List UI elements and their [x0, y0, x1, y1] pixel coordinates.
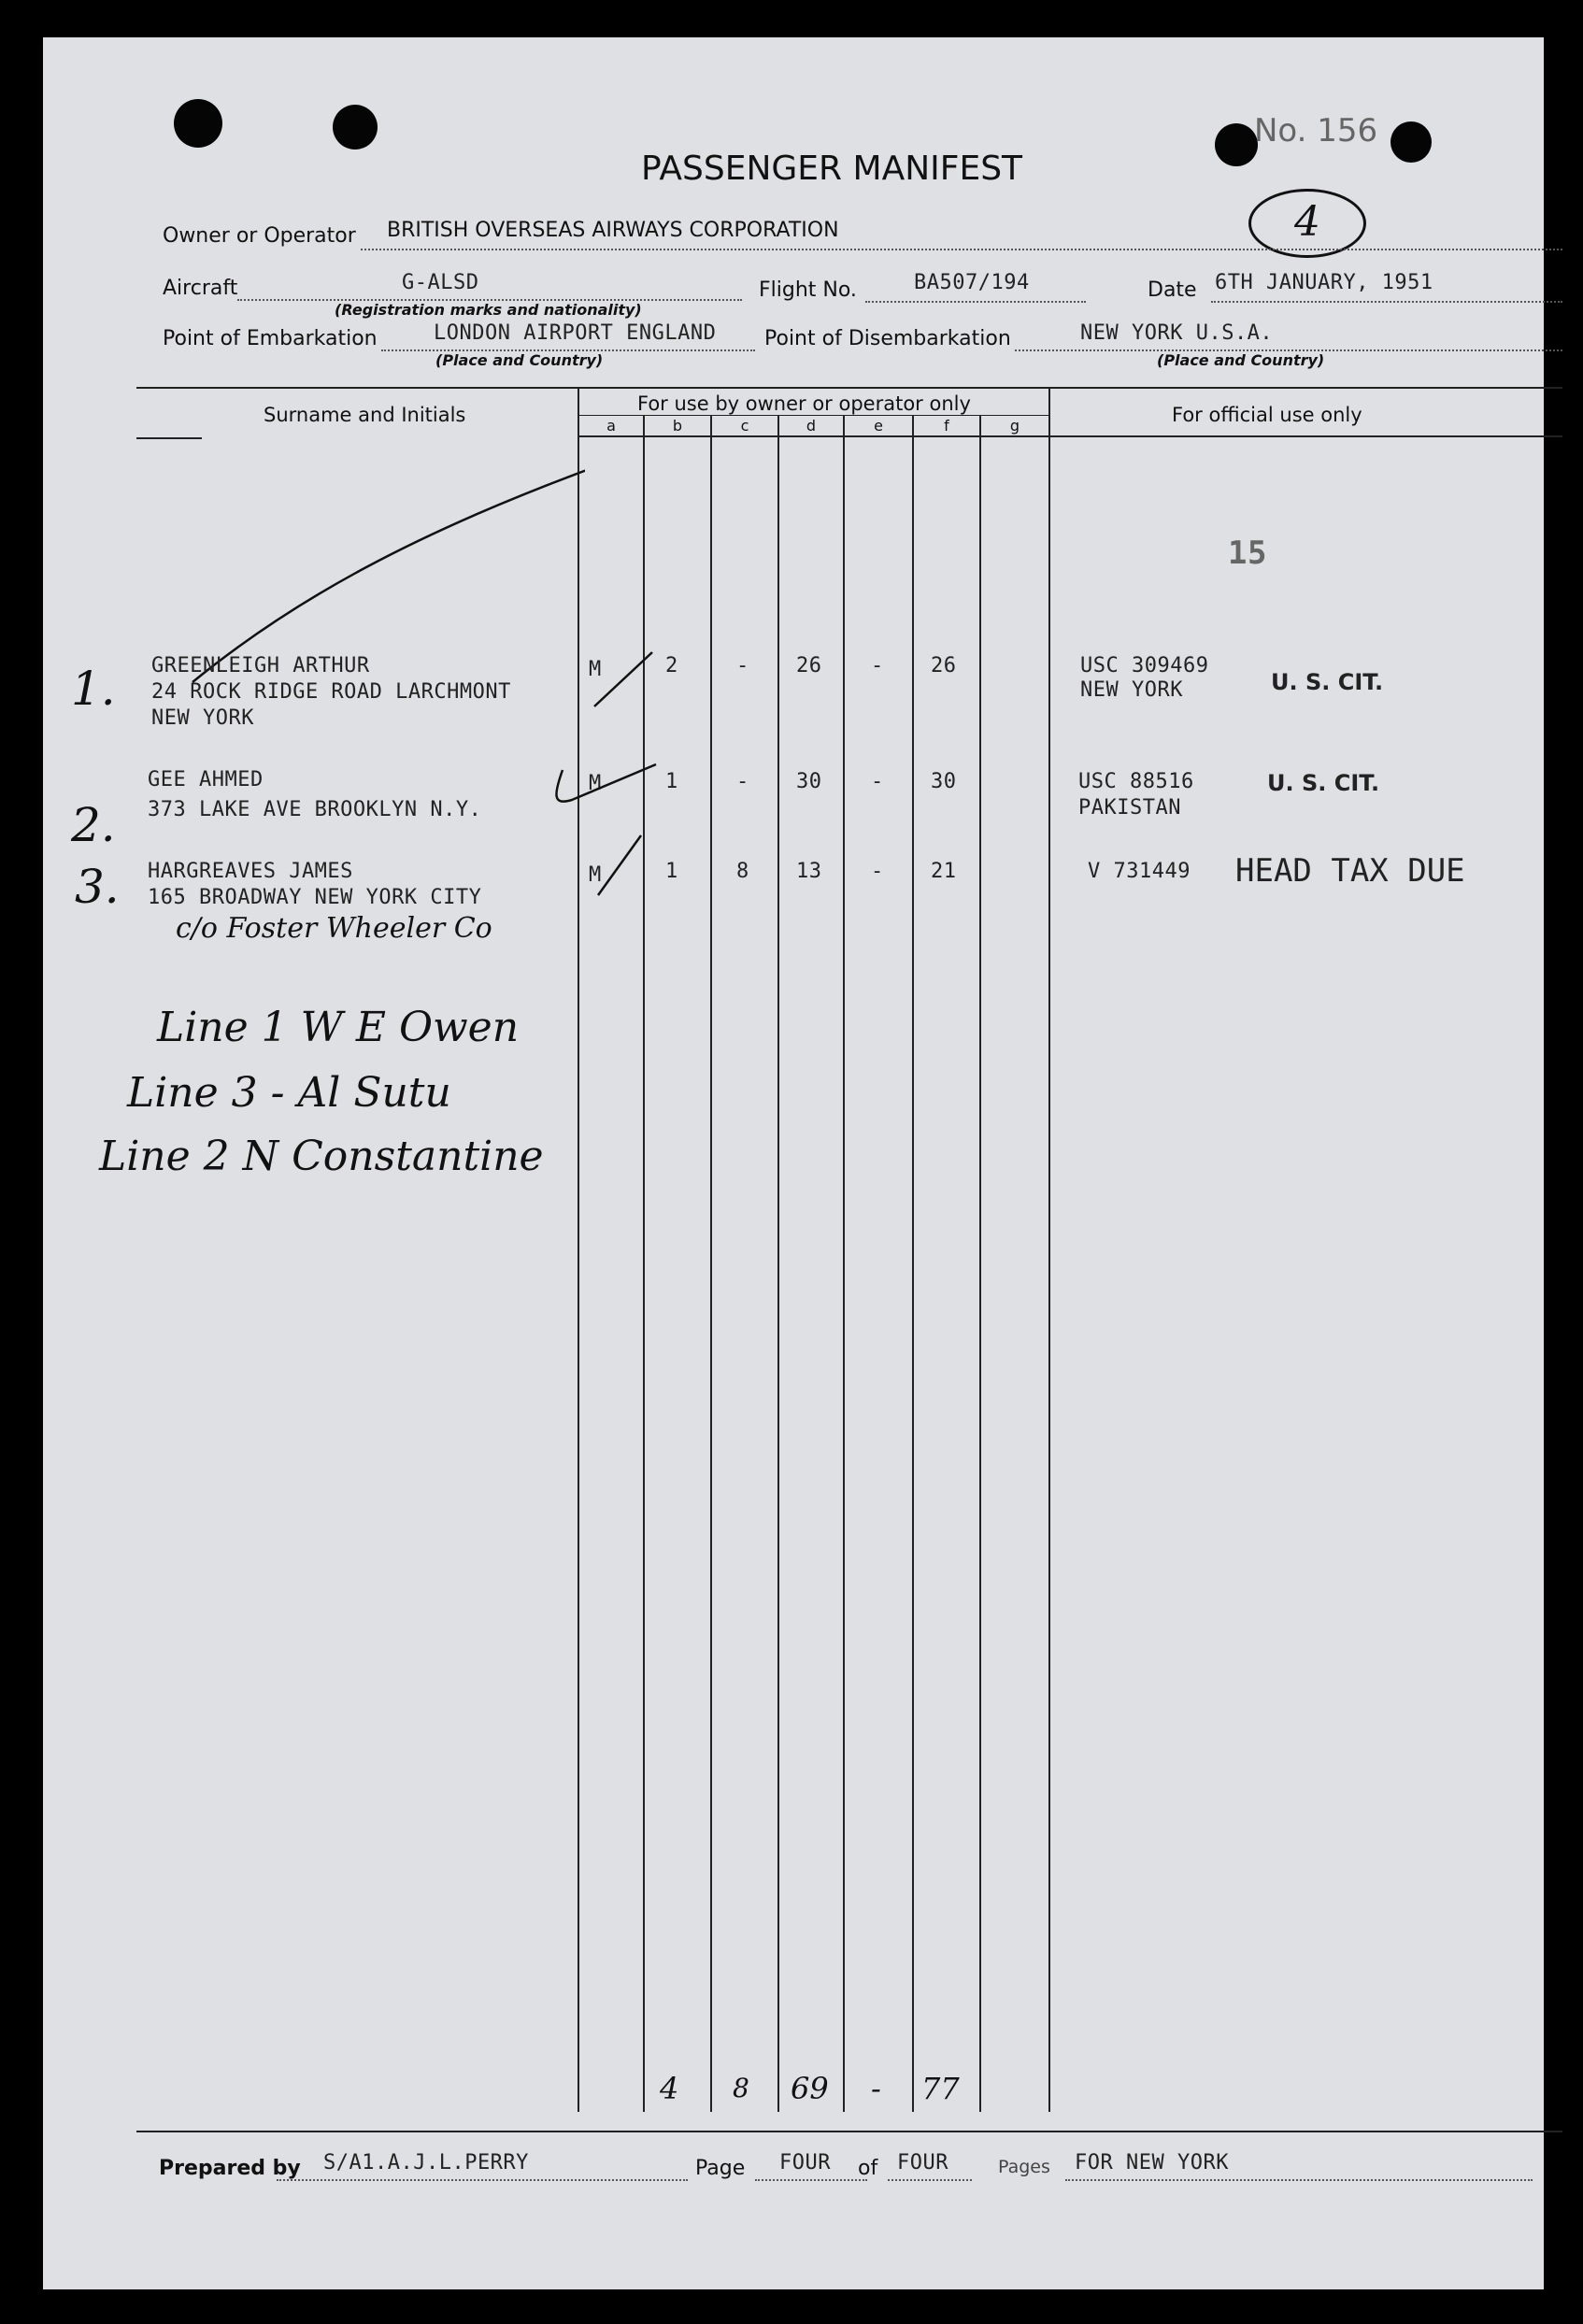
- row-2-e: -: [871, 770, 884, 793]
- row-1-a: M: [589, 658, 602, 681]
- row-2-d: 30: [796, 770, 822, 793]
- col-surname-header: Surname and Initials: [264, 404, 466, 426]
- pages-label: Pages: [998, 2157, 1050, 2177]
- embark-label: Point of Embarkation: [163, 327, 378, 350]
- total-f: 77: [921, 2071, 960, 2106]
- row-1-f: 26: [931, 654, 957, 677]
- subcol-c: c: [740, 417, 749, 435]
- total-c: 8: [733, 2073, 749, 2103]
- col-owner-header: For use by owner or operator only: [637, 392, 971, 415]
- date-label: Date: [1148, 278, 1197, 302]
- manifest-sheet: [43, 37, 1544, 2289]
- annotation-line-3: Line 2 N Constantine: [99, 1133, 544, 1180]
- pages-value: FOR NEW YORK: [1075, 2151, 1229, 2174]
- annotation-line-2: Line 3 - Al Sutu: [127, 1069, 451, 1117]
- embark-value: LONDON AIRPORT ENGLAND: [434, 321, 717, 345]
- row-2-number: 2.: [71, 798, 116, 852]
- aircraft-note: (Registration marks and nationality): [335, 301, 642, 319]
- embark-note: (Place and Country): [435, 351, 604, 369]
- prepared-label: Prepared by: [159, 2157, 301, 2180]
- page-label: Page: [695, 2157, 746, 2180]
- disembark-label: Point of Disembarkation: [764, 327, 1011, 350]
- row-1-d: 26: [796, 654, 822, 677]
- row-1-addr1: 24 ROCK RIDGE ROAD LARCHMONT: [151, 680, 511, 704]
- punch-hole-left: [174, 99, 222, 148]
- total-b: 4: [660, 2071, 679, 2106]
- row-1-c: -: [736, 654, 749, 677]
- row-3-c: 8: [736, 860, 749, 883]
- row-2-name: GEE AHMED: [148, 768, 264, 791]
- row-1-number: 1.: [71, 662, 116, 716]
- disembark-value: NEW YORK U.S.A.: [1080, 321, 1274, 345]
- page-title: PASSENGER MANIFEST: [641, 150, 1023, 188]
- form-number: No. 156: [1254, 112, 1378, 150]
- row-3-number: 3.: [75, 860, 120, 914]
- total-d: 69: [791, 2071, 829, 2106]
- cancel-stroke: [183, 430, 585, 691]
- punch-hole-right-1: [1215, 123, 1258, 166]
- annotation-line-1: Line 1 W E Owen: [157, 1004, 520, 1051]
- row-3-addr1: 165 BROADWAY NEW YORK CITY: [148, 886, 482, 909]
- row-1-stamp: U. S. CIT.: [1271, 669, 1384, 695]
- total-e: -: [871, 2071, 881, 2106]
- row-3-e: -: [871, 860, 884, 883]
- flight-label: Flight No.: [759, 278, 857, 302]
- row-2-official-1: USC 88516: [1078, 770, 1194, 793]
- row-1-check: [585, 645, 660, 720]
- row-1-b: 2: [665, 654, 678, 677]
- row-2-official-2: PAKISTAN: [1078, 796, 1181, 820]
- disembark-note: (Place and Country): [1157, 351, 1325, 369]
- aircraft-value: G-ALSD: [402, 271, 479, 294]
- row-2-addr1: 373 LAKE AVE BROOKLYN N.Y.: [148, 798, 482, 821]
- row-3-f: 21: [931, 860, 957, 883]
- row-2-c: -: [736, 770, 749, 793]
- owner-label: Owner or Operator: [163, 224, 356, 248]
- flight-value: BA507/194: [914, 271, 1030, 294]
- row-2-b: 1: [665, 770, 678, 793]
- row-3-a: M: [589, 863, 602, 887]
- row-2-a: M: [589, 772, 602, 795]
- row-1-e: -: [871, 654, 884, 677]
- of-label: of: [858, 2157, 878, 2180]
- row-3-b: 1: [665, 860, 678, 883]
- row-2-stamp: U. S. CIT.: [1267, 770, 1380, 796]
- col-official-header: For official use only: [1172, 404, 1362, 426]
- row-2-f: 30: [931, 770, 957, 793]
- row-3-stamp: HEAD TAX DUE: [1235, 852, 1465, 890]
- page-value: FOUR: [779, 2151, 831, 2174]
- row-1-official-2: NEW YORK: [1080, 678, 1183, 702]
- aircraft-label: Aircraft: [163, 277, 238, 300]
- row-1-official-1: USC 309469: [1080, 654, 1209, 677]
- subcol-e: e: [874, 417, 883, 435]
- row-3-name: HARGREAVES JAMES: [148, 860, 353, 883]
- row-1-name: GREENLEIGH ARTHUR: [151, 654, 370, 677]
- subcol-g: g: [1009, 417, 1020, 435]
- row-1-addr2: NEW YORK: [151, 706, 254, 730]
- subcol-b: b: [672, 417, 683, 435]
- date-value: 6TH JANUARY, 1951: [1215, 271, 1433, 294]
- official-count: 15: [1228, 535, 1267, 572]
- subcol-a: a: [606, 417, 616, 435]
- subcol-f: f: [944, 417, 949, 435]
- of-value: FOUR: [897, 2151, 948, 2174]
- punch-hole-right-2: [1390, 121, 1432, 163]
- row-2-check: [544, 759, 665, 824]
- row-3-official-1: V 731449: [1088, 860, 1191, 883]
- subcol-d: d: [806, 417, 817, 435]
- punch-hole-center: [333, 105, 378, 150]
- prepared-value: S/A1.A.J.L.PERRY: [323, 2151, 529, 2174]
- row-3-check: [585, 830, 660, 905]
- row-3-addr2: c/o Foster Wheeler Co: [176, 912, 492, 945]
- owner-value: BRITISH OVERSEAS AIRWAYS CORPORATION: [387, 219, 839, 242]
- row-3-d: 13: [796, 860, 822, 883]
- circled-mark: 4: [1248, 189, 1366, 258]
